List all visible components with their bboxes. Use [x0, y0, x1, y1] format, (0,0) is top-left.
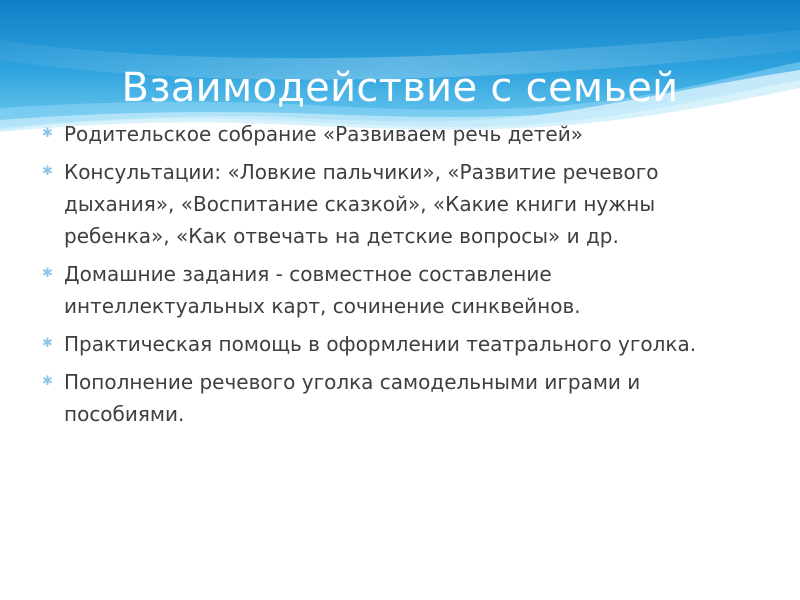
list-item	[42, 118, 742, 150]
list-item-text: Домашние задания - совместное составление интеллектуальных карт, сочинение синквейнов.	[64, 262, 581, 318]
list-item-text: Родительское собрание «Развиваем речь детей»	[64, 122, 583, 146]
asterisk-bullet-icon: ✱	[42, 164, 53, 179]
list-item-text: Пополнение речевого уголка самодельными играми и пособиями.	[64, 370, 641, 426]
bullet-list	[42, 118, 742, 436]
list-item	[42, 258, 742, 322]
list-item-text: Практическая помощь в оформлении театрального уголка.	[64, 332, 697, 356]
asterisk-bullet-icon: ✱	[42, 266, 53, 281]
list-item	[42, 328, 742, 360]
asterisk-bullet-icon: ✱	[42, 126, 53, 141]
list-item-text: Консультации: «Ловкие пальчики», «Развитие речевого дыхания», «Воспитание сказкой», «Какие книги нужны ребенка», «Как отвечать на детские вопросы» и др.	[64, 160, 659, 248]
list-item	[42, 156, 742, 252]
list-item	[42, 366, 742, 430]
slide-title: Взаимодействие с семьей	[121, 65, 679, 111]
asterisk-bullet-icon: ✱	[42, 336, 53, 351]
asterisk-bullet-icon: ✱	[42, 374, 53, 389]
